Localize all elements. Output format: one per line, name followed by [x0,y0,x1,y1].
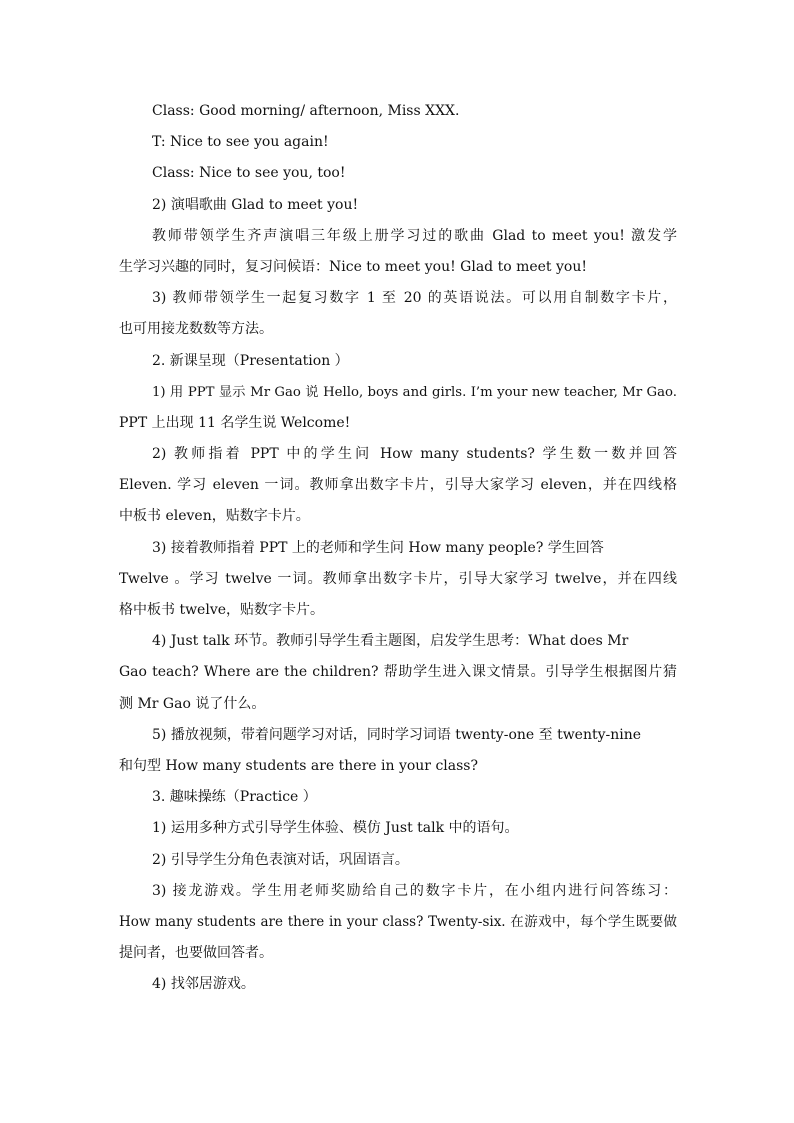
paragraph-line: 5) 播放视频，带着问题学习对话，同时学习词语 twenty-one 至 twenty-nine [152,726,642,743]
paragraph-line: 3) 接龙游戏。学生用老师奖励给自己的数字卡片，在小组内进行问答练习： [152,882,677,899]
dialogue-line: T: Nice to see you again! [152,134,329,151]
paragraph-line: 3) 教师带领学生一起复习数字 1 至 20 的英语说法。可以用自制数字卡片， [152,290,677,307]
paragraph-line: 1) 运用多种方式引导学生体验、模仿 Just talk 中的语句。 [152,820,519,837]
section-heading-presentation: 2. 新课呈现（Presentation ） [152,352,349,369]
dialogue-line: Class: Good morning/ afternoon, Miss XXX. [152,103,460,119]
paragraph-line: 2) 引导学生分角色表演对话，巩固语言。 [152,851,409,868]
paragraph-line: Eleven. 学习 eleven 一词。教师拿出数字卡片，引导大家学习 eleven，并在四线格 [119,477,677,494]
paragraph-line: 提问者，也要做回答者。 [119,945,273,962]
step-heading: 2) 演唱歌曲 Glad to meet you! [152,196,359,213]
paragraph-line: 3) 接着教师指着 PPT 上的老师和学生问 How many people? 学生回答 [152,539,604,556]
paragraph-line: PPT 上出现 11 名学生说 Welcome! [119,414,351,431]
paragraph-line: 教师带领学生齐声演唱三年级上册学习过的歌曲 Glad to meet you! 激发学 [152,227,677,244]
paragraph-line: How many students are there in your class? Twenty-six. 在游戏中，每个学生既要做 [119,913,677,930]
paragraph-line: 测 Mr Gao 说了什么。 [119,695,266,712]
paragraph-line: Gao teach? Where are the children? 帮助学生进入课文情景。引导学生根据图片猜 [119,664,677,681]
paragraph-line: 1) 用 PPT 显示 Mr Gao 说 Hello, boys and girls. I’m your new teacher, Mr Gao. [152,384,677,400]
paragraph-line: 也可用接龙数数等方法。 [119,321,273,338]
paragraph-line: 2) 教师指着 PPT 中的学生问 How many students? 学生数一数并回答 [152,446,677,463]
paragraph-line: Twelve 。学习 twelve 一词。教师拿出数字卡片，引导大家学习 twelve，并在四线 [119,570,677,587]
paragraph-line: 和句型 How many students are there in your class? [119,757,478,774]
section-heading-practice: 3. 趣味操练（Practice ） [152,789,317,806]
document-body [119,96,677,1000]
dialogue-line: Class: Nice to see you, too! [152,165,346,182]
paragraph-line: 4) 找邻居游戏。 [152,976,255,993]
paragraph-line: 4) Just talk 环节。教师引导学生看主题图，启发学生思考：What does Mr [152,633,629,650]
paragraph-line: 生学习兴趣的同时，复习问候语：Nice to meet you! Glad to meet you! [119,258,587,275]
paragraph-line: 格中板书 twelve，贴数字卡片。 [119,602,325,618]
paragraph-line: 中板书 eleven，贴数字卡片。 [119,508,310,525]
